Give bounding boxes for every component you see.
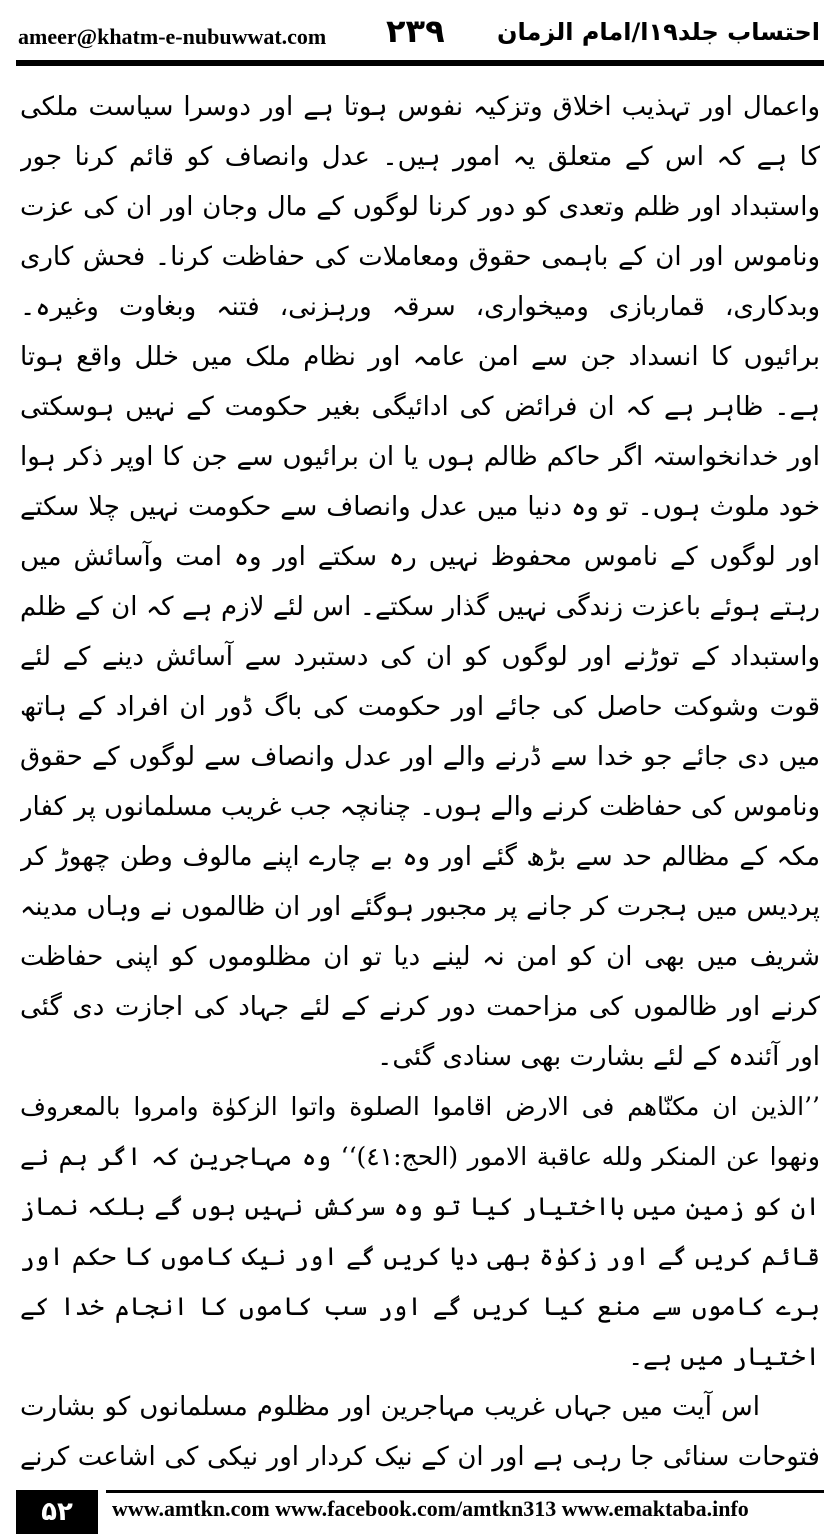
page-header <box>16 8 824 66</box>
body-paragraph-3: اس آیت میں جہاں غریب مہاجرین اور مظلوم مسلمانوں کو بشارت فتوحات سنائی جا رہی ہے اور ان کے نیک کردار اور نیکی کی اشاعت کرنے <box>20 1392 820 1472</box>
header-page-number: ۲۳۹ <box>386 12 445 50</box>
header-email[interactable]: ameer@khatm-e-nubuwwat.com <box>18 24 327 49</box>
header-running-title: احتساب جلد۱۹ا/امام الزمان <box>496 18 820 46</box>
quranic-verse <box>20 1082 820 1382</box>
page-body <box>20 82 820 1472</box>
page-footer <box>16 1488 824 1534</box>
footer-rule <box>106 1490 824 1493</box>
quote-arabic: ’’الذین ان مکنّاهم فی الارض اقاموا الصلوة واتوا الزکوٰة وامروا بالمعروف ونهوا عن المنکر ولله عاقبة الامور (الحج:٤١)‘‘ <box>20 1092 820 1171</box>
quote-translation: وہ مہاجرین کہ اگر ہم نے ان کو زمین میں بااختیار کیا تو وہ سرکش نہیں ہوں گے بلکہ نماز قائم کریں گے اور زکوٰۃ بھی دیا کریں گے اور نیک کاموں کا حکم اور برے کاموں سے منع کیا کریں گے اور سب کاموں کا انجام خدا کے اختیار میں ہے۔ <box>20 1142 820 1371</box>
footer-links[interactable]: www.amtkn.com www.facebook.com/amtkn313 www.emaktaba.info <box>112 1496 749 1521</box>
footer-page-number: ۵۲ <box>16 1490 98 1534</box>
body-paragraph-1: واعمال اور تہذیب اخلاق وتزکیہ نفوس ہوتا ہے اور دوسرا سیاست ملکی کا ہے کہ اس کے متعلق یہ امور ہیں۔ عدل وانصاف کو قائم کرنا جور واستبداد اور ظلم وتعدی کو دور کرنا لوگوں کے مال وجان اور ان کی عزت وناموس اور ان کے باہمی حقوق ومعاملات کی حفاظت کرنا۔ فحش کاری وبدکاری، قماربازی ومیخواری، سرقہ ورہزنی، فتنہ وبغاوت وغیرہ۔ برائیوں کا انسداد جن سے امن عامہ اور نظام ملک میں خلل واقع ہوتا ہے۔ ظاہر ہے کہ ان فرائض کی ادائیگی بغیر حکومت کے نہیں ہوسکتی اور خدانخواستہ اگر حاکم ظالم ہوں یا ان برائیوں سے جن کا اوپر ذکر ہوا خود ملوث ہوں۔ تو وہ دنیا میں عدل وانصاف سے حکومت نہیں چلا سکتے اور لوگوں کے ناموس محفوظ نہیں رہ سکتے اور وہ امت وآسائش میں رہتے ہوئے باعزت زندگی نہیں گذار سکتے۔ اس لئے لازم ہے کہ ان کے ظلم واستبداد کے توڑنے اور لوگوں کو ان کی دستبرد سے آسائش دینے کے لئے قوت وشوکت حاصل کی جائے اور حکومت کی باگ ڈور ان افراد کے ہاتھ میں دی جائے جو خدا سے ڈرنے والے اور عدل وانصاف سے لوگوں کے حقوق وناموس کی حفاظت کرنے والے ہوں۔ چنانچہ جب غریب مسلمانوں پر کفار مکہ کے مظالم حد سے بڑھ گئے اور وہ بے چارے اپنے مالوف وطن چھوڑ کر پردیس میں ہجرت کر جانے پر مجبور ہوگئے اور ان ظالموں نے وہاں مدینہ شریف میں بھی ان کو امن نہ لینے دیا تو ان مظلوموں کو اپنی حفاظت کرنے اور ظالموں کی مزاحمت دور کرنے کے لئے جہاد کی اجازت دی گئی اور آئندہ کے لئے بشارت بھی سنادی گئی۔ <box>20 92 820 1072</box>
